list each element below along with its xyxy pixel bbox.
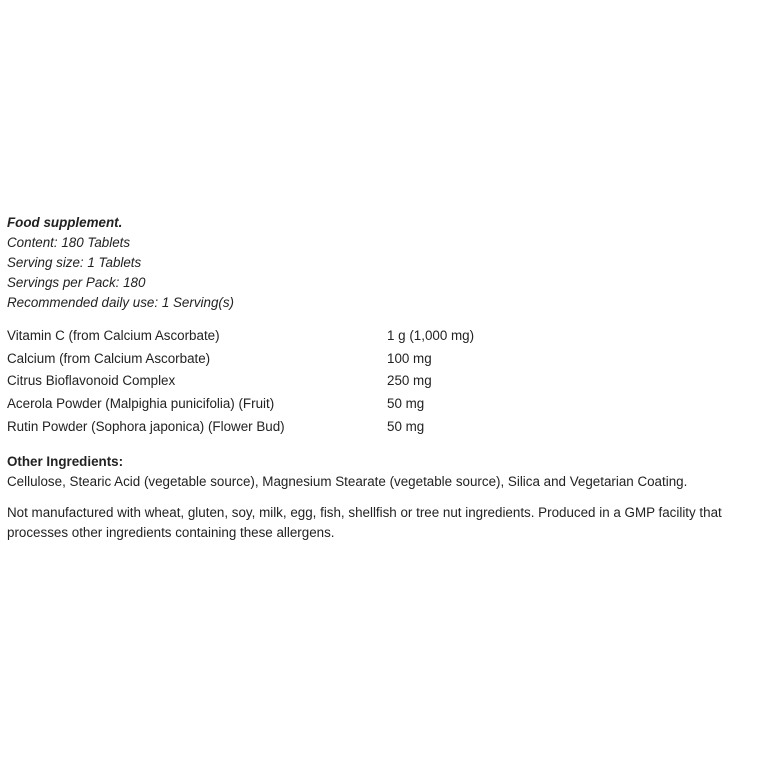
nutrient-name: Rutin Powder (Sophora japonica) (Flower Bud): [7, 419, 285, 435]
supplement-heading: Food supplement.: [7, 215, 123, 230]
nutrient-name: Citrus Bioflavonoid Complex: [7, 373, 176, 389]
nutrient-row: [7, 324, 474, 347]
other-ingredients-section: [7, 452, 757, 492]
content-count: Content: 180 Tablets: [7, 235, 131, 250]
nutrient-amount: 1 g (1,000 mg): [387, 327, 475, 343]
allergen-note: Not manufactured with wheat, gluten, soy, milk, egg, fish, shellfish or tree nut ingredients. Produced in a GMP facility that processes other ingredients containing these allergens.: [7, 504, 722, 540]
nutrient-row: [7, 347, 474, 370]
nutrient-row: [7, 392, 474, 415]
supplement-summary: [7, 213, 757, 313]
nutrient-amount: 100 mg: [387, 350, 432, 366]
nutrient-row: [7, 370, 474, 393]
other-ingredients-label: Other Ingredients:: [7, 453, 124, 469]
nutrient-name: Vitamin C (from Calcium Ascorbate): [7, 327, 220, 343]
nutrient-amount: 50 mg: [387, 396, 425, 412]
nutrient-row: [7, 415, 474, 438]
nutrient-name: Calcium (from Calcium Ascorbate): [7, 350, 211, 366]
nutrient-amount: 250 mg: [387, 373, 432, 389]
serving-size: Serving size: 1 Tablets: [7, 255, 142, 270]
nutrient-name: Acerola Powder (Malpighia punicifolia) (Fruit): [7, 396, 275, 412]
other-ingredients-text: Cellulose, Stearic Acid (vegetable source), Magnesium Stearate (vegetable source), Silica and Vegetarian Coating.: [7, 473, 688, 489]
servings-per-pack: Servings per Pack: 180: [7, 275, 146, 290]
recommended-daily-use: Recommended daily use: 1 Serving(s): [7, 295, 235, 310]
nutrient-amount: 50 mg: [387, 419, 425, 435]
product-info: [7, 213, 757, 543]
nutrient-table: [7, 324, 474, 438]
